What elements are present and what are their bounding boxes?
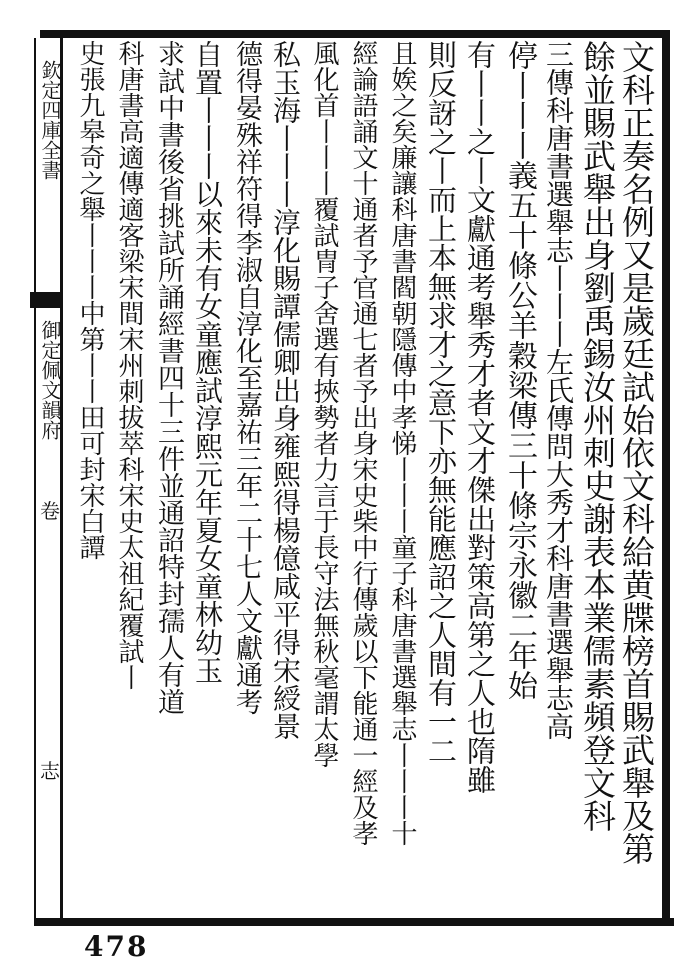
margin-title: 欽定四庫全書: [38, 60, 62, 180]
text-column-15: 史張九皋奇之舉丨丨丨中第丨丨田可封宋白譚: [75, 40, 105, 560]
text-column-12: 自置丨丨丨以來未有女童應試淳熙元年夏女童林幼玉: [191, 40, 224, 684]
text-column-5: 有丨丨之丨文獻通考舉秀才者文才傑出對策高第之人也隋雖: [463, 40, 497, 794]
fishtail-mark: [30, 292, 60, 308]
text-column-2: 餘並賜武舉出身劉禹錫汝州刺史謝表本業儒素頻登文科: [578, 40, 617, 832]
margin-subtitle: 御定佩文韻府: [38, 320, 62, 440]
frame-right-border: [662, 30, 670, 926]
text-column-4: 停丨丨丨義五十條公羊穀梁傳三十條宗永徽二年始: [502, 40, 537, 700]
margin-section-mark: 志: [40, 759, 60, 783]
text-column-3: 三傳科唐書選舉志丨丨丨左氏傳問大秀才科唐書選舉志高: [542, 40, 575, 740]
text-column-11: 德得晏殊祥符得李淑自淳化至嘉祐三年二十七人文獻通考: [231, 40, 262, 715]
frame-left-border: [34, 38, 36, 918]
text-column-6: 則反訝之丨而上本無求才之意下亦無能應詔之人間有一二: [424, 40, 458, 765]
text-column-13: 求試中書後省挑試所誦經書四十三件並通詔特封孺人有道: [153, 40, 184, 715]
text-column-10: 私玉海丨丨丨淳化賜譚儒卿出身雍熙得楊億咸平得宋綬景: [269, 40, 302, 740]
text-column-7: 且娭之矣廉讓科唐書閻朝隱傳中孝悌丨丨丨童子科唐書選舉志丨丨丨十: [387, 40, 417, 846]
text-column-1: 文科正奏名例又是歲廷試始依文科給黄牒榜首賜武舉及第: [617, 40, 656, 865]
text-column-8: 經論語誦文十通者予官通七者予出身宋史柴中行傳歲以下能通一經及孝: [348, 40, 378, 846]
page-number: 478: [84, 930, 149, 963]
text-column-9: 風化首丨丨丨覆試冑子舍選有挾勢者力言于長守法無秋毫謂太學: [309, 40, 339, 768]
frame-top-border: [40, 30, 670, 38]
text-column-14: 科唐書高適傳適客梁宋間宋州刺拔萃科宋史太祖紀覆試丨: [114, 40, 144, 690]
margin-juan: 卷: [40, 499, 60, 523]
